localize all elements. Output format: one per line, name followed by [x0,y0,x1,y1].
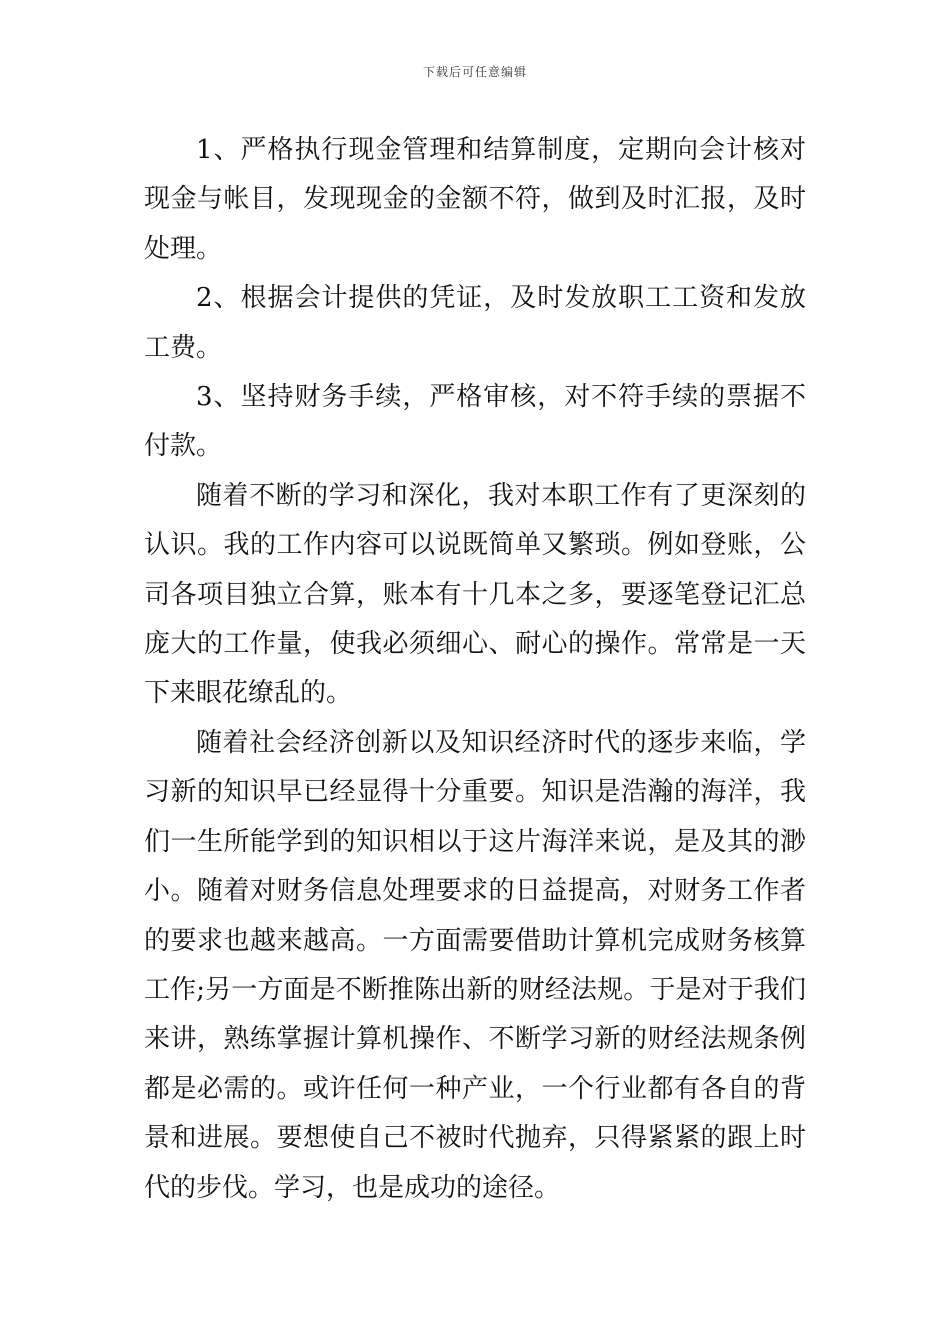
paragraph-learning: 随着社会经济创新以及知识经济时代的逐步来临，学习新的知识早已经显得十分重要。知识是浩瀚的海洋，我们一生所能学到的知识相以于这片海洋来说，是及其的渺小。随着对财务信息处理要求的日益提高，对财务工作者的要求也越来越高。一方面需要借助计算机完成财务核算工作;另一方面是不断推陈出新的财经法规。于是对于我们来讲，熟练掌握计算机操作、不断学习新的财经法规条例都是必需的。或许任何一种产业，一个行业都有各自的背景和进展。要想使自己不被时代抛弃，只得紧紧的跟上时代的步伐。学习，也是成功的途径。 [144,727,806,1203]
page-header-note: 下载后可任意编辑 [422,65,527,79]
paragraph-item-2: 2、根据会计提供的凭证，及时发放职工工资和发放工费。 [144,283,806,363]
document-body [144,126,806,1213]
paragraph-item-3: 3、坚持财务手续，严格审核，对不符手续的票据不付款。 [144,382,806,462]
paragraph-work-understanding: 随着不断的学习和深化，我对本职工作有了更深刻的认识。我的工作内容可以说既简单又繁琐。例如登账，公司各项目独立合算，账本有十几本之多，要逐笔登记汇总庞大的工作量，使我必须细心、耐心的操作。常常是一天下来眼花缭乱的。 [144,480,806,709]
paragraph-item-1: 1、严格执行现金管理和结算制度，定期向会计核对现金与帐目，发现现金的金额不符，做到及时汇报，及时处理。 [144,135,806,264]
